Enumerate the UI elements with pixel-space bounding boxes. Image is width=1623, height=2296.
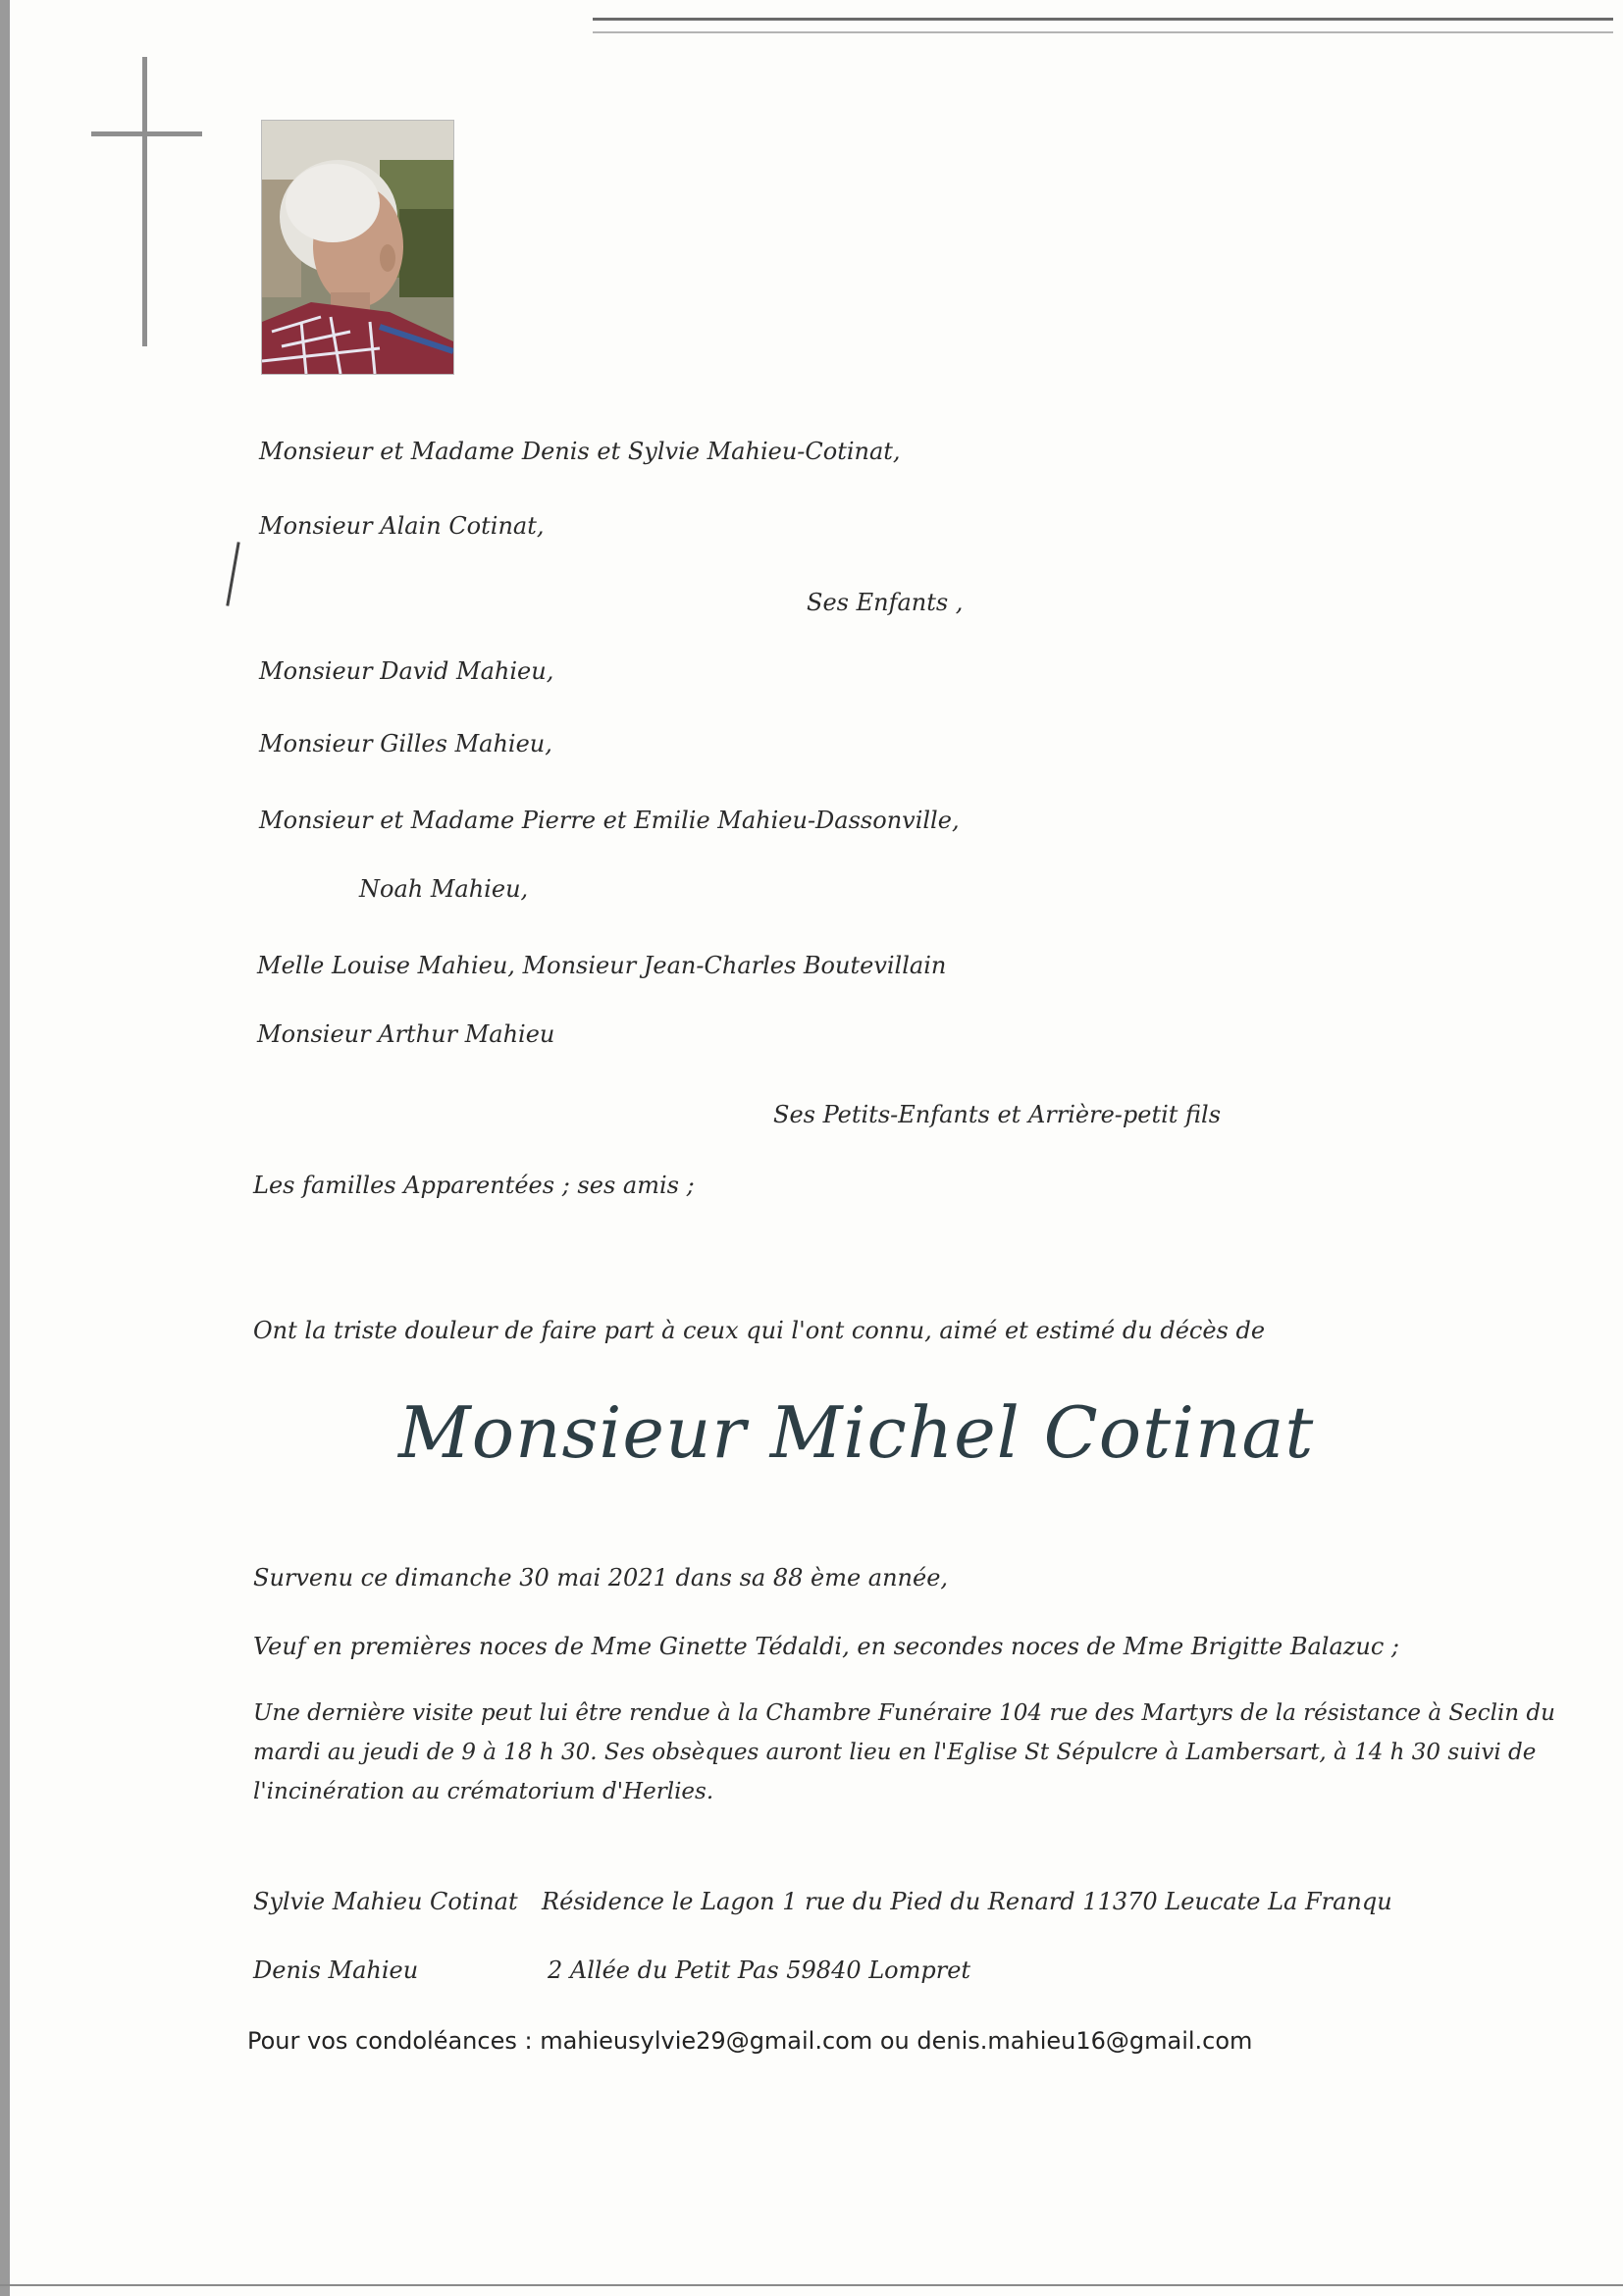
spouses-line: Veuf en premières noces de Mme Ginette Tédaldi, en secondes noces de Mme Brigitte Balazuc ;: [253, 1633, 1400, 1660]
scan-left-edge: [0, 0, 10, 2296]
family-line-7: Melle Louise Mahieu, Monsieur Jean-Charles Boutevillain: [257, 952, 947, 979]
address-name-1: Sylvie Mahieu Cotinat: [253, 1888, 518, 1915]
visit-paragraph: Une dernière visite peut lui être rendue à la Chambre Funéraire 104 rue des Martyrs de la résistance à Seclin du mardi au jeudi de 9 à 18 h 30. Ses obsèques auront lieu en l'Eglise St Sépulcre à Lambersart, à 14 h 30 suivi de l'incinération au crématorium d'Herlies.: [253, 1700, 1555, 1804]
family-line-3: Monsieur David Mahieu,: [259, 657, 554, 685]
scan-bottom-edge: [0, 2284, 1623, 2286]
cross-icon-horizontal: [91, 131, 202, 136]
family-line-8: Monsieur Arthur Mahieu: [257, 1020, 555, 1048]
address-1: Résidence le Lagon 1 rue du Pied du Renard 11370 Leucate La Franqu: [542, 1888, 1392, 1915]
portrait-photo: [261, 120, 454, 375]
scan-top-edge: [593, 18, 1613, 21]
family-line-2: Monsieur Alain Cotinat,: [259, 512, 545, 540]
family-line-6: Noah Mahieu,: [359, 875, 529, 903]
scan-top-edge-shadow: [593, 31, 1613, 33]
grandchildren-label: Ses Petits-Enfants et Arrière-petit fils: [773, 1101, 1222, 1128]
deceased-name: Monsieur Michel Cotinat: [398, 1391, 1315, 1474]
pen-stroke-mark: [226, 542, 239, 606]
date-line: Survenu ce dimanche 30 mai 2021 dans sa 88 ème année,: [253, 1564, 949, 1592]
announcement-text: Ont la triste douleur de faire part à ceux qui l'ont connu, aimé et estimé du décès de: [253, 1317, 1266, 1344]
condolences-line: Pour vos condoléances : mahieusylvie29@gmail.com ou denis.mahieu16@gmail.com: [247, 2027, 1253, 2055]
cross-icon-vertical: [142, 57, 147, 346]
family-line-1: Monsieur et Madame Denis et Sylvie Mahieu-Cotinat,: [259, 438, 901, 465]
children-label: Ses Enfants ,: [807, 589, 964, 616]
family-line-5: Monsieur et Madame Pierre et Emilie Mahieu-Dassonville,: [259, 807, 960, 834]
family-line-9: Les familles Apparentées ; ses amis ;: [253, 1172, 695, 1199]
address-name-2: Denis Mahieu: [253, 1957, 419, 1984]
family-line-4: Monsieur Gilles Mahieu,: [259, 730, 552, 757]
address-2: 2 Allée du Petit Pas 59840 Lompret: [548, 1957, 971, 1984]
portrait-photo-icon: [262, 121, 453, 374]
